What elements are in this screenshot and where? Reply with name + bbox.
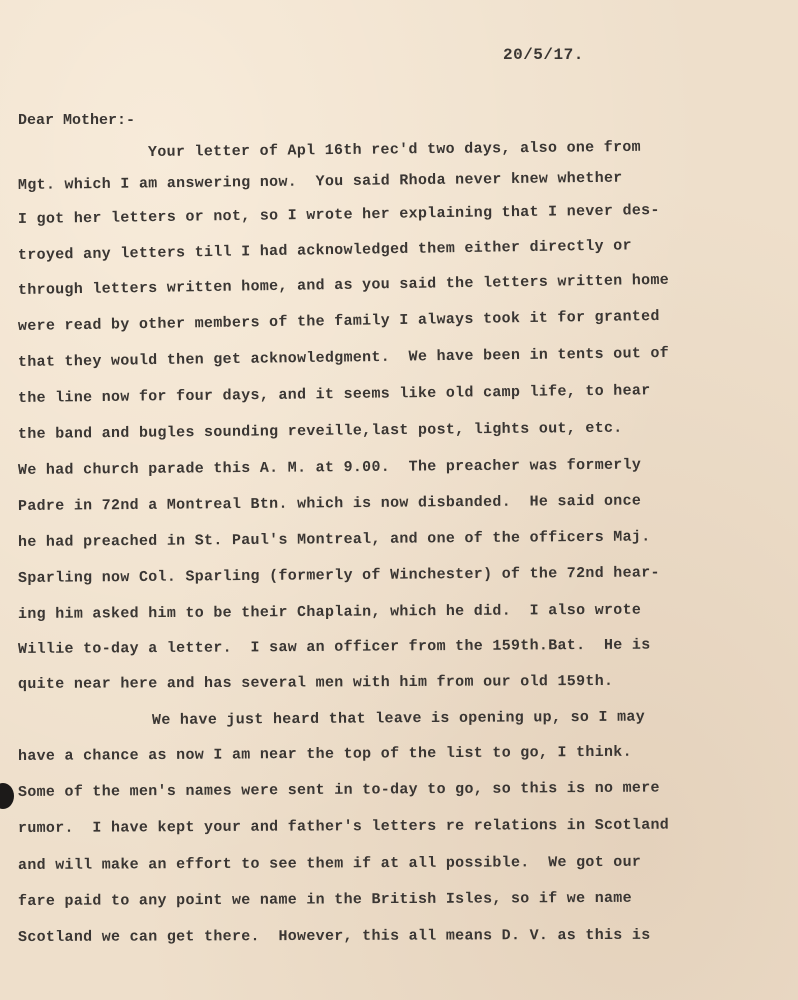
letter-line: quite near here and has several men with him from our old 159th. — [17, 672, 614, 693]
letter-line: and will make an effort to see them if at all possible. We got our — [17, 853, 642, 874]
letter-line: I got her letters or not, so I wrote her explaining that I never des- — [17, 202, 660, 228]
letter-line: Sparling now Col. Sparling (formerly of Winchester) of the 72nd hear- — [17, 564, 660, 587]
letter-line: We have just heard that leave is opening up, so I may — [151, 708, 646, 729]
letter-line: We had church parade this A. M. at 9.00. The preacher was formerly — [17, 456, 642, 479]
letter-line: Padre in 72nd a Montreal Btn. which is now disbanded. He said once — [17, 492, 642, 515]
letter-line: rumor. I have kept your and father's letters re relations in Scotland — [17, 816, 670, 837]
letter-line: he had preached in St. Paul's Montreal, and one of the officers Maj. — [17, 528, 651, 551]
letter-line: were read by other members of the family I always took it for granted — [17, 307, 660, 335]
letter-line: through letters written home, and as you said the letters written home — [17, 271, 670, 299]
punch-hole — [0, 783, 14, 809]
letter-line: have a chance as now I am near the top of the list to go, I think. — [17, 743, 632, 765]
letter-line: the band and bugles sounding reveille,last post, lights out, etc. — [17, 419, 623, 443]
letter-line: fare paid to any point we name in the British Isles, so if we name — [17, 889, 632, 910]
letter-line: Willie to-day a letter. I saw an officer from the 159th.Bat. He is — [17, 636, 651, 658]
letter-line: Some of the men's names were sent in to-day to go, so this is no mere — [17, 779, 660, 801]
letter-line: Mgt. which I am answering now. You said Rhoda never knew whether — [17, 169, 623, 194]
letter-line: Scotland we can get there. However, this all means D. V. as this is — [17, 926, 651, 946]
letter-line: the line now for four days, and it seems like old camp life, to hear — [17, 382, 651, 407]
letter-date: 20/5/17. — [503, 46, 584, 64]
letter-line: troyed any letters till I had acknowledged them either directly or — [17, 237, 632, 264]
letter-line: ing him asked him to be their Chaplain, which he did. I also wrote — [17, 601, 642, 623]
salutation: Dear Mother:- — [18, 112, 136, 129]
letter-line: Your letter of Apl 16th rec'd two days, also one from — [147, 138, 642, 161]
letter-line: that they would then get acknowledgment. We have been in tents out of — [17, 344, 670, 371]
